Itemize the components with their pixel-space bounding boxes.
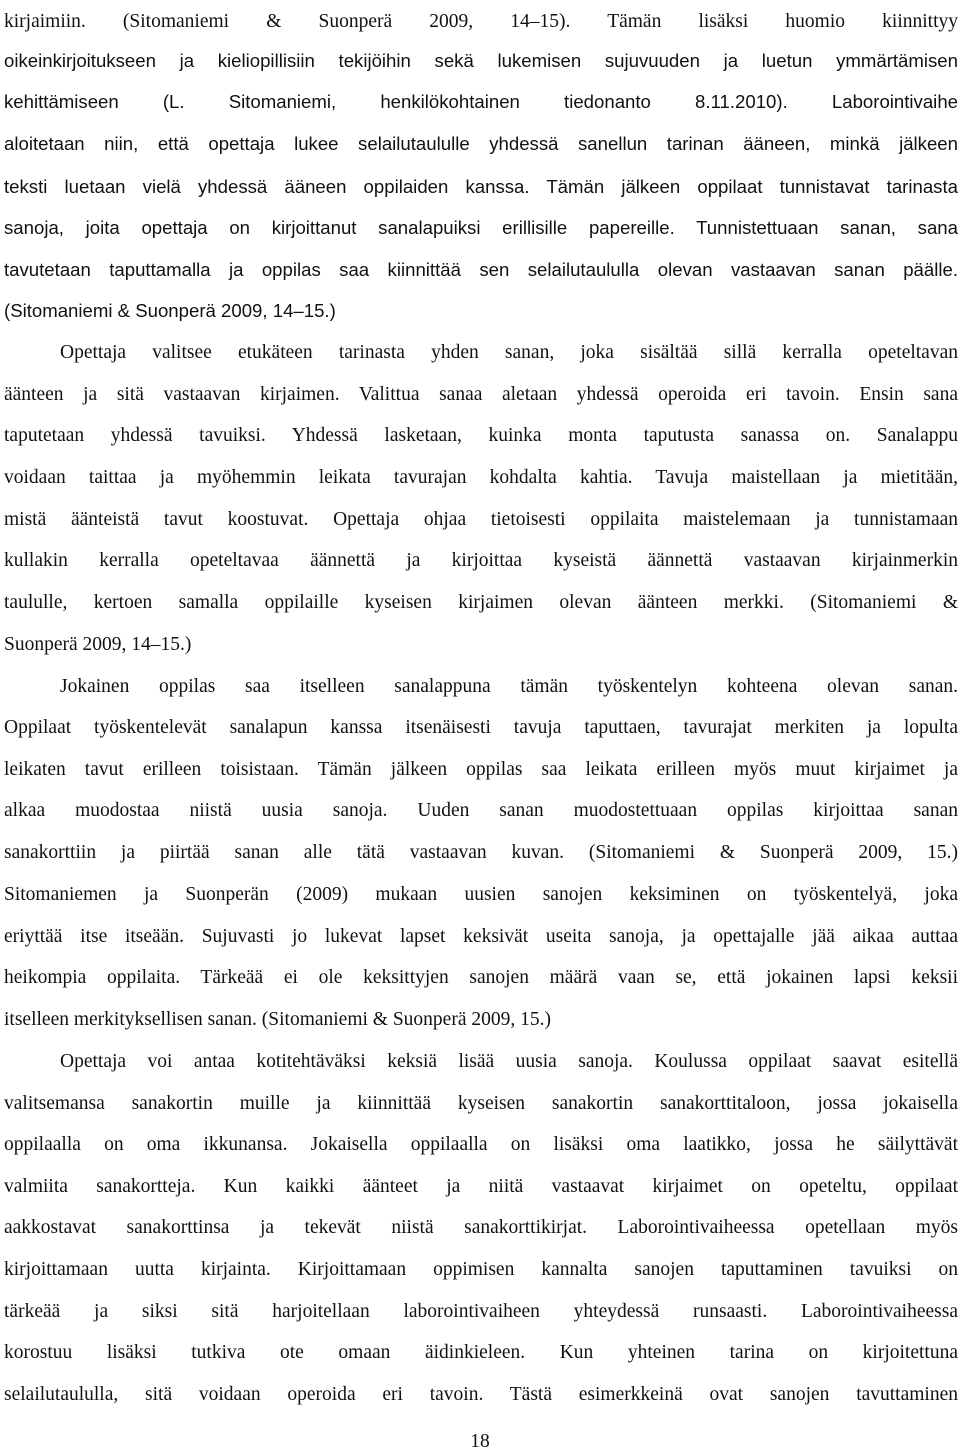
text-line: sanakorttiin ja piirtää sanan alle tätä vastaavan kuvan. (Sitomaniemi & Suonperä 2009, 15.) xyxy=(4,842,958,863)
text-line: aakkostavat sanakorttinsa ja tekevät niistä sanakorttikirjat. Laborointivaiheessa opetellaan myös xyxy=(4,1217,958,1238)
text-line: Jokainen oppilas saa itselleen sanalappuna tämän työskentelyn kohteena olevan sanan. xyxy=(60,676,958,697)
text-line: alkaa muodostaa niistä uusia sanoja. Uuden sanan muodostettuaan oppilas kirjoittaa sanan xyxy=(4,800,958,821)
text-line: (Sitomaniemi & Suonperä 2009, 14–15.) xyxy=(4,300,336,321)
text-line: kehittämiseen (L. Sitomaniemi, henkilökohtainen tiedonanto 8.11.2010). Laborointivaihe xyxy=(4,91,958,112)
text-line: tärkeää ja siksi sitä harjoitellaan laborointivaiheen yhteydessä runsaasti. Laborointivaiheessa xyxy=(4,1301,958,1322)
text-line: leikaten tavut erilleen toisistaan. Tämän jälkeen oppilas saa leikata erilleen myös muut kirjaimet ja xyxy=(4,759,958,780)
text-line: Suonperä 2009, 14–15.) xyxy=(4,634,192,655)
text-line: taululle, kertoen samalla oppilaille kyseisen kirjaimen olevan äänteen merkki. (Sitomaniemi & xyxy=(4,592,958,613)
text-line: teksti luetaan vielä yhdessä ääneen oppilaiden kanssa. Tämän jälkeen oppilaat tunnistavat tarinasta xyxy=(4,176,958,197)
text-line: eriyttää itse itseään. Sujuvasti jo lukevat lapset keksivät useita sanoja, ja opettajalle jää aikaa auttaa xyxy=(4,926,958,947)
page-number: 18 xyxy=(470,1431,490,1452)
text-line: Opettaja valitsee etukäteen tarinasta yhden sanan, joka sisältää sillä kerralla opeteltavan xyxy=(60,342,958,363)
text-line: äänteen ja sitä vastaavan kirjaimen. Valittua sanaa aletaan yhdessä operoida eri tavoin. Ensin sana xyxy=(4,384,958,405)
text-line: sanoja, joita opettaja on kirjoittanut sanalapuiksi erillisille papereille. Tunnistettuaan sanan, sana xyxy=(4,217,958,238)
text-line: oppilaalla on oma ikkunansa. Jokaisella oppilaalla on lisäksi oma laatikko, jossa he säilyttävät xyxy=(4,1134,958,1155)
text-line: aloitetaan niin, että opettaja lukee selailutaululle yhdessä sanellun tarinan ääneen, minkä jälkeen xyxy=(4,133,958,154)
text-line: oikeinkirjoitukseen ja kieliopillisiin tekijöihin sekä lukemisen sujuvuuden ja luetun ymmärtämisen xyxy=(4,50,958,71)
text-line: tavutetaan taputtamalla ja oppilas saa kiinnittää sen selailutaululla olevan vastaavan sanan päälle. xyxy=(4,259,958,280)
text-line: Opettaja voi antaa kotitehtäväksi keksiä lisää uusia sanoja. Koulussa oppilaat saavat esitellä xyxy=(60,1051,958,1072)
text-line: heikompia oppilaita. Tärkeää ei ole keksittyjen sanojen määrä vaan se, että jokainen lapsi keksii xyxy=(4,967,958,988)
text-line: kirjoittamaan uutta kirjainta. Kirjoittamaan oppimisen kannalta sanojen taputtaminen tavuiksi on xyxy=(4,1259,958,1280)
text-line: korostuu lisäksi tutkiva ote omaan äidinkieleen. Kun yhteinen tarina on kirjoitettuna xyxy=(4,1342,958,1363)
text-line: mistä äänteistä tavut koostuvat. Opettaja ohjaa tietoisesti oppilaita maistelemaan ja tunnistamaan xyxy=(4,509,958,530)
text-line: kullakin kerralla opeteltavaa äännettä ja kirjoittaa kyseistä äännettä vastaavan kirjainmerkin xyxy=(4,550,958,571)
text-line: selailutaululla, sitä voidaan operoida eri tavoin. Tästä esimerkkeinä ovat sanojen tavuttaminen xyxy=(4,1384,958,1405)
text-line: taputetaan yhdessä tavuiksi. Yhdessä lasketaan, kuinka monta taputusta sanassa on. Sanalappu xyxy=(4,425,958,446)
text-line: kirjaimiin. (Sitomaniemi & Suonperä 2009, 14–15). Tämän lisäksi huomio kiinnittyy xyxy=(4,11,958,32)
text-line: itselleen merkityksellisen sanan. (Sitomaniemi & Suonperä 2009, 15.) xyxy=(4,1009,551,1030)
text-line: valitsemansa sanakortin muille ja kiinnittää kyseisen sanakortin sanakorttitaloon, jossa jokaisella xyxy=(4,1093,958,1114)
text-line: voidaan taittaa ja myöhemmin leikata tavurajan kohdalta kahtia. Tavuja maistellaan ja mietitään, xyxy=(4,467,958,488)
text-line: Sitomaniemen ja Suonperän (2009) mukaan uusien sanojen keksiminen on työskentelyä, joka xyxy=(4,884,958,905)
text-line: valmiita sanakortteja. Kun kaikki äänteet ja niitä vastaavat kirjaimet on opeteltu, oppilaat xyxy=(4,1176,958,1197)
text-line: Oppilaat työskentelevät sanalapun kanssa itsenäisesti tavuja taputtaen, tavurajat merkiten ja lopulta xyxy=(4,717,958,738)
